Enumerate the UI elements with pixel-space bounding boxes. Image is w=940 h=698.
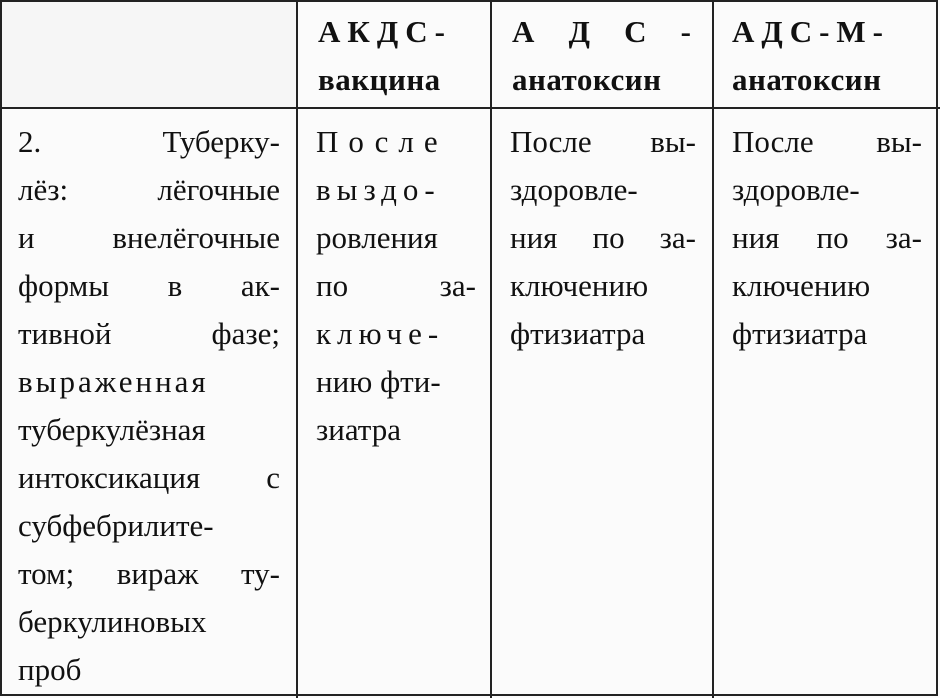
ads-line: После вы- xyxy=(510,124,696,159)
ads-line: фтизиатра xyxy=(510,316,646,351)
adsm-line: фтизиатра xyxy=(732,316,868,351)
header-line: А Д С - xyxy=(512,14,698,49)
condition-line: интоксикация с xyxy=(18,460,280,495)
header-line: АДС-М- xyxy=(732,14,891,49)
header-line: АКДС- xyxy=(318,14,452,49)
condition-line: лёз: лёгочные xyxy=(18,172,280,207)
akds-line: ровления xyxy=(316,220,438,255)
condition-line: выраженная xyxy=(18,364,209,399)
akds-line: выздо- xyxy=(316,172,441,207)
adsm-line: ключению xyxy=(732,268,871,303)
header-adsm xyxy=(732,8,922,104)
condition-line: проб xyxy=(18,652,82,687)
ads-line: ключению xyxy=(510,268,649,303)
header-divider xyxy=(0,107,940,109)
ads-line: ния по за- xyxy=(510,220,696,255)
condition-line: формы в ак- xyxy=(18,268,280,303)
header-ads xyxy=(512,8,698,104)
condition-line: туберкулёзная xyxy=(18,412,206,447)
header-line: анатоксин xyxy=(732,62,882,97)
akds-line: по за- xyxy=(316,268,476,303)
adsm-line: ния по за- xyxy=(732,220,922,255)
akds-cell xyxy=(316,118,476,454)
akds-line: ключе- xyxy=(316,316,445,351)
ads-line: здоровле- xyxy=(510,172,638,207)
condition-cell xyxy=(18,118,280,694)
ads-cell xyxy=(510,118,696,358)
column-divider xyxy=(712,0,714,698)
akds-line: зиатра xyxy=(316,412,401,447)
adsm-line: После вы- xyxy=(732,124,922,159)
adsm-cell xyxy=(732,118,922,358)
adsm-line: здоровле- xyxy=(732,172,860,207)
condition-line: субфебрилите- xyxy=(18,508,214,543)
header-akds xyxy=(318,8,480,104)
header-line: анатоксин xyxy=(512,62,662,97)
condition-line: тивной фазе; xyxy=(18,316,280,351)
condition-line: том; вираж ту- xyxy=(18,556,280,591)
header-line: вакцина xyxy=(318,62,441,97)
akds-line: После xyxy=(316,124,448,159)
column-divider xyxy=(296,0,298,698)
condition-line: 2. Туберку- xyxy=(18,124,280,159)
column-divider xyxy=(490,0,492,698)
condition-line: беркулиновых xyxy=(18,604,207,639)
akds-line: нию фти- xyxy=(316,364,441,399)
condition-line: и внелёгочные xyxy=(18,220,280,255)
